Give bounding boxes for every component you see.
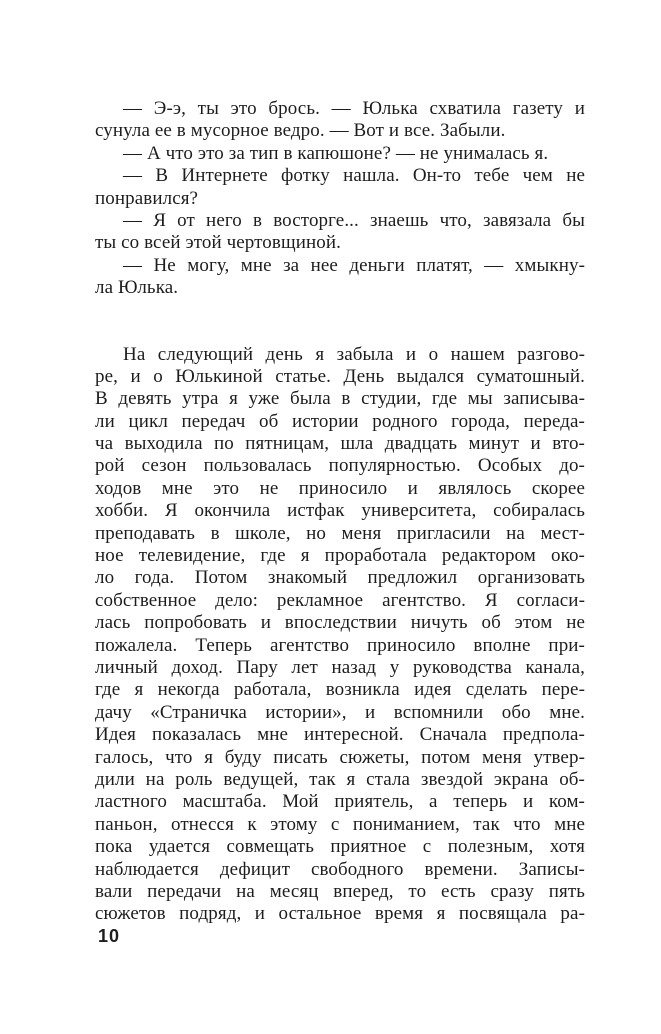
text-line: ре, и о Юлькиной статье. День выдался суматошный. (95, 365, 585, 387)
text-line: хобби. Я окончила истфак университета, собиралась (95, 500, 585, 522)
text-line: дачу «Страничка истории», и вспомнили обо мне. (95, 701, 585, 723)
page-number: 10 (98, 926, 121, 946)
text-line: лась попробовать и впоследствии ничуть об этом не (95, 612, 585, 634)
text-line: На следующий день я забыла и о нашем разгово- (123, 343, 585, 365)
text-line: вали передачи на месяц вперед, то есть сразу пять (95, 880, 585, 902)
text-line: ло года. Потом знакомый предложил организовать (95, 567, 585, 589)
text-line: личный доход. Пару лет назад у руководства канала, (95, 656, 585, 678)
text-line: В девять утра я уже была в студии, где мы записыва- (95, 388, 585, 410)
dialogue-paragraph-3 (95, 165, 585, 210)
text-line: дили на роль ведущей, так я стала звездой экрана об- (95, 768, 585, 790)
text-line: пожалела. Теперь агентство приносило вполне при- (95, 634, 585, 656)
text-line: ходов мне это не приносило и являлось скорее (95, 477, 585, 499)
text-line: где я некогда работала, возникла идея сделать пере- (95, 679, 585, 701)
text-line: ты со всей этой чертовщиной. (95, 232, 341, 254)
text-line: — В Интернете фотку нашла. Он-то тебе чем не (123, 165, 585, 187)
text-line: рой сезон пользовалась популярностью. Особых до- (95, 455, 585, 477)
text-line: — А что это за тип в капюшоне? — не унималась я. (123, 142, 549, 164)
text-line: паньон, отнесся к этому с пониманием, так что мне (95, 813, 585, 835)
text-line: ное телевидение, где я проработала редактором око- (95, 545, 585, 567)
dialogue-paragraph-2 (95, 143, 585, 165)
text-line: Идея показалась мне интересной. Сначала предпола- (95, 724, 585, 746)
dialogue-paragraph-4 (95, 210, 585, 255)
text-line: — Не могу, мне за нее деньги платят, — хмыкну- (123, 254, 585, 276)
text-line: ла Юлька. (95, 277, 179, 299)
narrative-paragraph (95, 344, 585, 926)
text-line: сунула ее в мусорное ведро. — Вот и все. Забыли. (95, 120, 506, 142)
text-line: преподавать в школе, но меня пригласили на мест- (95, 522, 585, 544)
dialogue-paragraph-1 (95, 98, 585, 143)
text-line: ли цикл передач об истории родного города, переда- (95, 410, 585, 432)
text-line: сюжетов подряд, и остальное время я посвящала ра- (95, 903, 585, 925)
page-text (95, 98, 585, 926)
text-line: ча выходила по пятницам, шла двадцать минут и вто- (95, 433, 585, 455)
dialogue-paragraph-5 (95, 255, 585, 300)
text-line: наблюдается дефицит свободного времени. Записы- (95, 858, 585, 880)
text-line: — Э-э, ты это брось. — Юлька схватила газету и (123, 98, 585, 119)
text-line: собственное дело: рекламное агентство. Я согласи- (95, 589, 585, 611)
text-line: пока удается совмещать приятное с полезным, хотя (95, 836, 585, 858)
text-line: ластного масштаба. Мой приятель, а теперь и ком- (95, 791, 585, 813)
text-line: галось, что я буду писать сюжеты, потом меня утвер- (95, 746, 585, 768)
text-line: — Я от него в восторге... знаешь что, завязала бы (123, 209, 585, 231)
text-line: понравился? (95, 187, 199, 209)
